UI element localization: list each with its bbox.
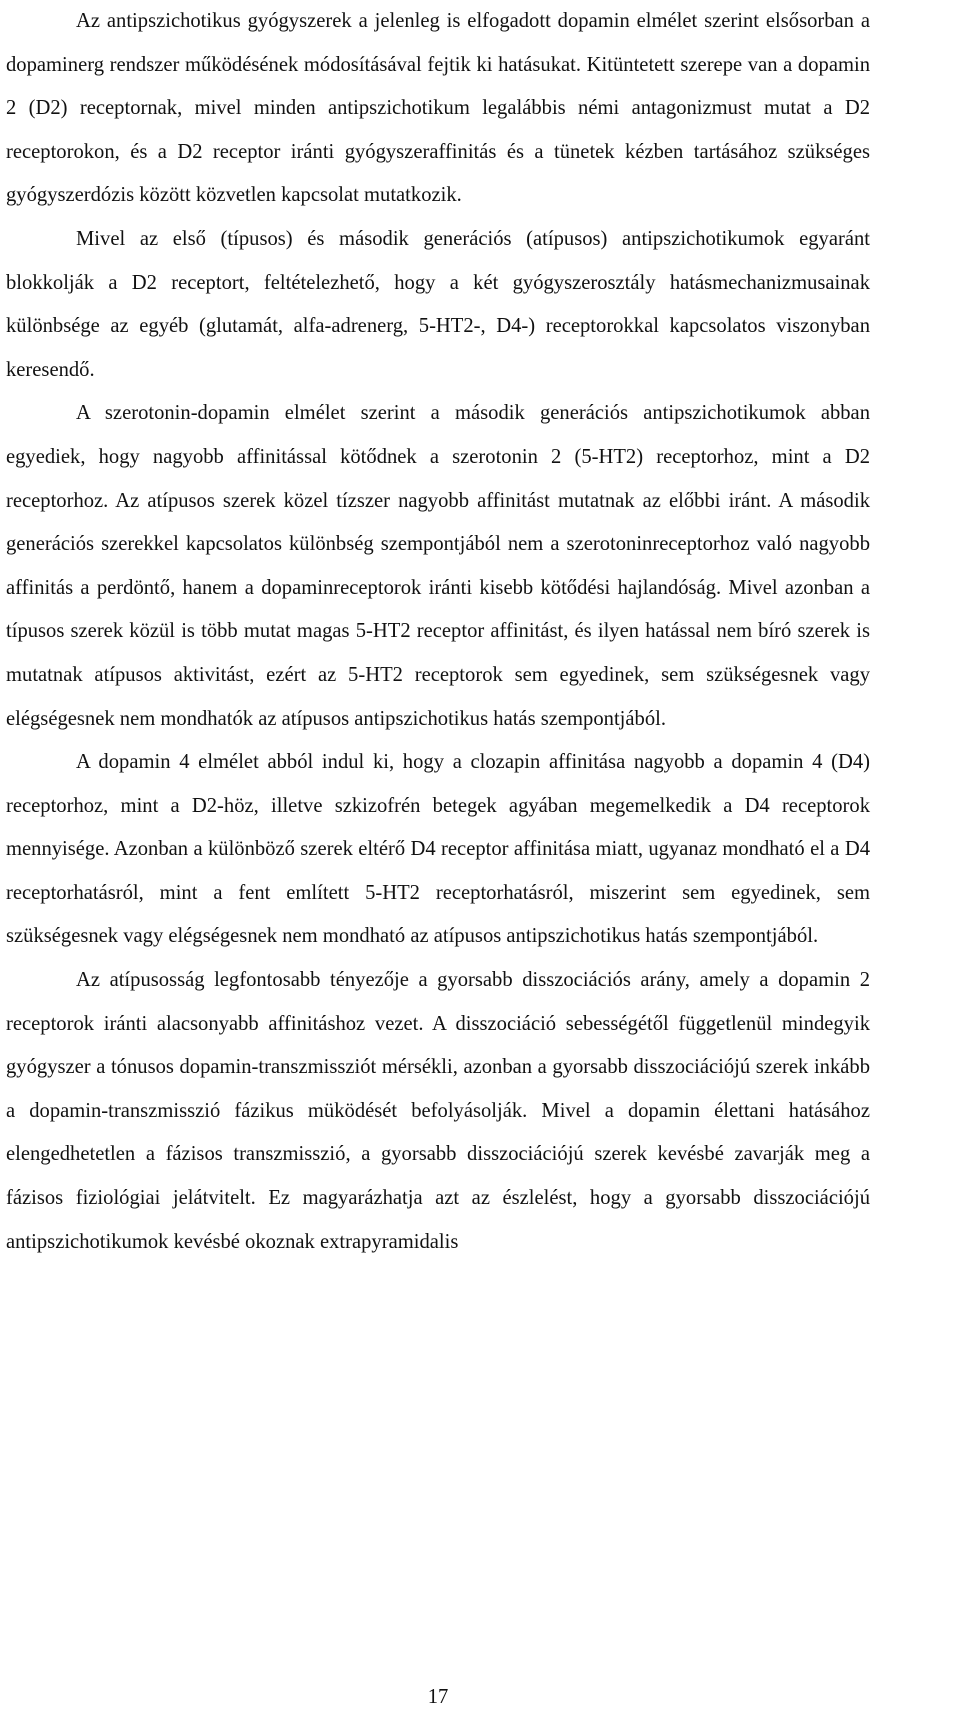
paragraph: Az atípusosság legfontosabb tényezője a gyorsabb disszociációs arány, amely a dopamin 2 receptorok iránti alacsonyabb affinitáshoz vezet. A disszociáció sebességétől függetlenül mindegyik gyógyszer a tónusos dopamin-transzmissziót mérsékli, azonban a gyorsabb disszociációjú szerek inkább a dopamin-transzmisszió fázikus müködését befolyásolják. Mivel a dopamin élettani hatásához elengedhetetlen a fázisos transzmisszió, a gyorsabb disszociációjú szerek kevésbé zavarják meg a fázisos fiziológiai jelátvitelt. Ez magyarázhatja azt az észlelést, hogy a gyorsabb disszociációjú antipszichotikumok kevésbé okoznak extrapyramidalis [6,969,870,1253]
paragraph: A szerotonin-dopamin elmélet szerint a második generációs antipszichotikumok abban egyediek, hogy nagyobb affinitással kötődnek a szerotonin 2 (5-HT2) receptorhoz, mint a D2 receptorhoz. Az atípusos szerek közel tízszer nagyobb affinitást mutatnak az előbbi iránt. A második generációs szerekkel kapcsolatos különbség szempontjából nem a szerotoninreceptorhoz való nagyobb affinitás a perdöntő, hanem a dopaminreceptorok iránti kisebb kötődési hajlandóság. Mivel azonban a típusos szerek közül is több mutat magas 5-HT2 receptor affinitást, és ilyen hatással nem bíró szerek is mutatnak atípusos aktivitást, ezért az 5-HT2 receptorok sem egyedinek, sem szükségesnek vagy elégségesnek nem mondhatók az atípusos antipszichotikus hatás szempontjából. [6,402,870,730]
page-number: 17 [427,1686,449,1708]
paragraph: Az antipszichotikus gyógyszerek a jelenleg is elfogadott dopamin elmélet szerint elsősorban a dopaminerg rendszer működésének módosításával fejtik ki hatásukat. Kitüntetett szerepe van a dopamin 2 (D2) receptornak, mivel minden antipszichotikum legalábbis némi antagonizmust mutat a D2 receptorokon, és a D2 receptor iránti gyógyszeraffinitás és a tünetek kézben tartásához szükséges gyógyszerdózis között közvetlen kapcsolat mutatkozik. [6,10,870,207]
paragraph: Mivel az első (típusos) és második generációs (atípusos) antipszichotikumok egyaránt blokkolják a D2 receptort, feltételezhető, hogy a két gyógyszerosztály hatásmechanizmusainak különbsége az egyéb (glutamát, alfa-adrenerg, 5-HT2-, D4-) receptorokkal kapcsolatos viszonyban keresendő. [6,227,870,381]
body-text [6,0,870,1264]
paragraph: A dopamin 4 elmélet abból indul ki, hogy a clozapin affinitása nagyobb a dopamin 4 (D4) receptorhoz, mint a D2-höz, illetve szkizofrén betegek agyában megemelkedik a D4 receptorok mennyisége. Azonban a különböző szerek eltérő D4 receptor affinitása miatt, ugyanaz mondható el a D4 receptorhatásról, mint a fent említett 5-HT2 receptorhatásról, miszerint sem egyedinek, sem szükségesnek vagy elégségesnek nem mondható az atípusos antipszichotikus hatás szempontjából. [6,751,870,948]
